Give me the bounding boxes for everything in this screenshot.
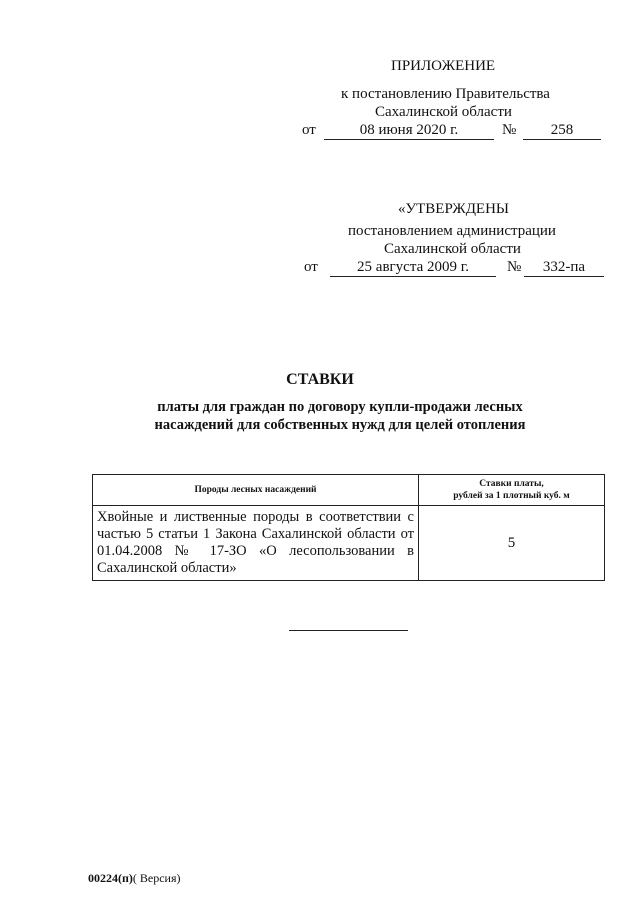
subtitle-line2: насаждений для собственных нужд для целей отопления [154, 417, 526, 433]
approved-number: 332-па [524, 259, 604, 277]
header-rate-line1: Ставки платы, [479, 479, 544, 489]
footer-code: 00224(п) [88, 871, 133, 885]
table-header-row [93, 475, 605, 506]
appendix-date: 08 июня 2020 г. [324, 122, 494, 140]
footer-version: ( Версия) [132, 871, 181, 885]
approved-from-label: от [304, 259, 318, 275]
header-species: Породы лесных насаждений [93, 475, 419, 506]
page-title: СТАВКИ [286, 371, 354, 388]
approved-line1: постановлением администрации [348, 223, 556, 239]
rate-value: 5 [419, 506, 605, 581]
approved-heading: «УТВЕРЖДЕНЫ [398, 201, 510, 217]
page-subtitle [120, 398, 560, 434]
subtitle-line1: платы для граждан по договору купли-продажи лесных [157, 399, 523, 415]
table-row [93, 506, 605, 581]
appendix-number-label: № [502, 122, 517, 138]
rates-table [92, 474, 605, 581]
header-rate [419, 475, 605, 506]
appendix-heading: ПРИЛОЖЕНИЕ [391, 58, 496, 74]
header-rate-line2: рублей за 1 плотный куб. м [453, 491, 570, 501]
appendix-number: 258 [523, 122, 601, 140]
document-footer [88, 871, 181, 886]
appendix-line1: к постановлению Правительства [341, 86, 550, 102]
species-description: Хвойные и лиственные породы в соответствии с частью 5 статьи 1 Закона Сахалинской области от 01.04.2008 № 17-ЗО «О лесопользовании в Сахалинской области» [93, 506, 419, 581]
approved-line2: Сахалинской области [384, 241, 521, 257]
appendix-block [0, 0, 640, 150]
appendix-line2: Сахалинской области [375, 104, 512, 120]
approved-number-label: № [507, 259, 522, 275]
appendix-from-label: от [302, 122, 316, 138]
approved-date: 25 августа 2009 г. [330, 259, 496, 277]
end-divider [289, 630, 408, 631]
approved-block [0, 190, 640, 290]
